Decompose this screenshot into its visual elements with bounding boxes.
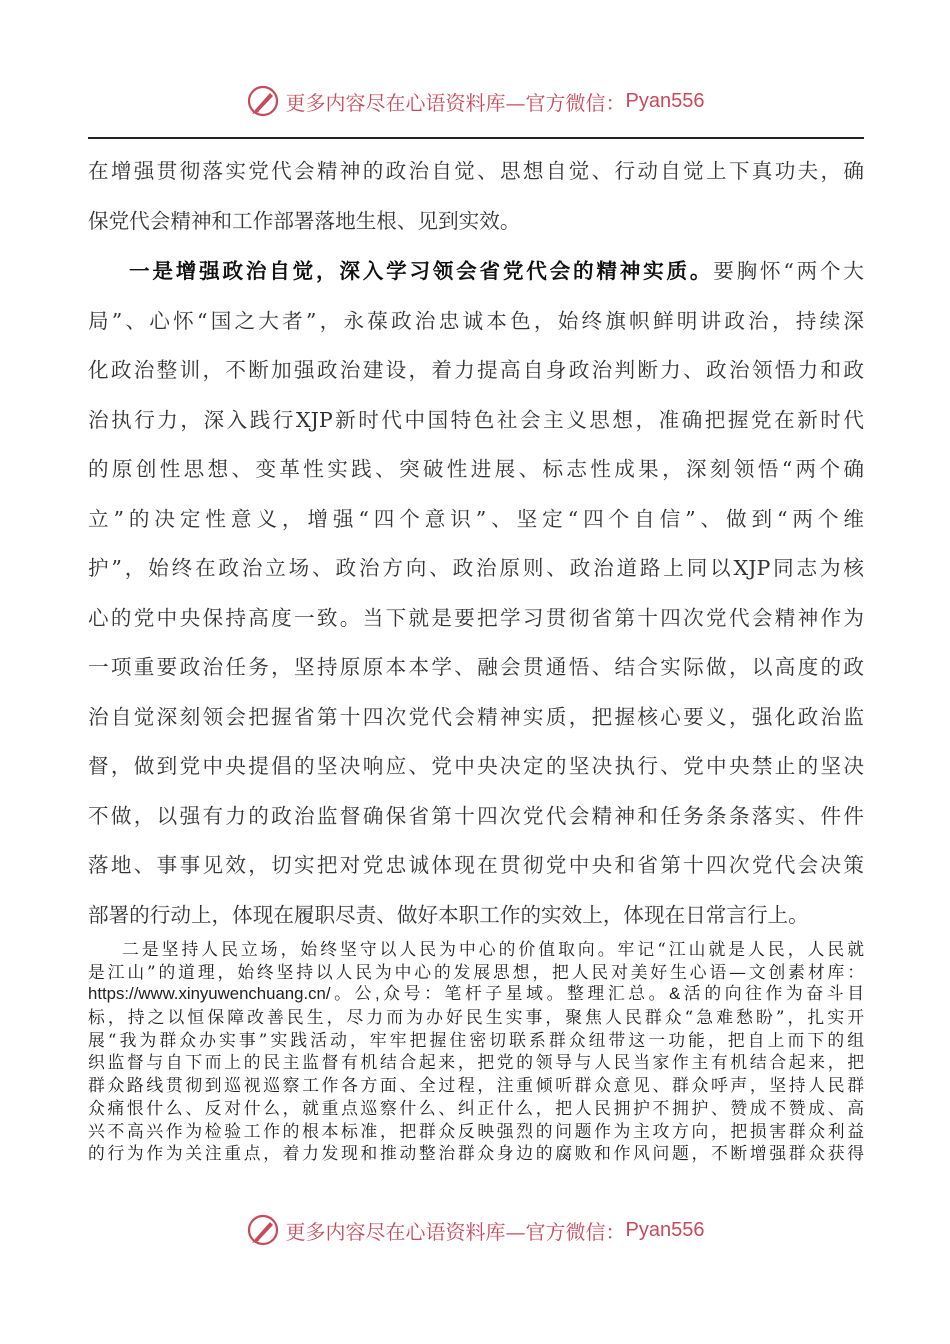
paragraph-line: 展“我为群众办实事”实践活动，牢牢把握住密切联系群众纽带这一功能，把自上而下的组 [88,1029,864,1050]
paragraph-line-rest: 要胸怀“两个大 [713,259,864,283]
paragraph-line: 护”，始终在政治立场、政治方向、政治原则、政治道路上同以XJP同志为核 [88,556,864,580]
paragraph-line: 局”、心怀“国之大者”，永葆政治忠诚本色，始终旗帜鲜明讲政治，持续深 [88,308,864,333]
footer-wechat-id: Pyan556 [625,1218,705,1241]
paragraph-line: 保党代会精神和工作部署落地生根、见到实效。 [88,208,521,233]
paragraph-line: 治执行力，深入践行XJP新时代中国特色社会主义思想，准确把握党在新时代 [88,407,864,432]
footer-banner [0,1205,950,1255]
paragraph-line: 的行为作为关注重点，着力发现和推动整治群众身边的腐败和作风问题，不断增强群众获得 [88,1143,864,1164]
paragraph-line: 治自觉深刻领会把握省第十四次党代会精神实质，把握核心要义，强化政治监 [88,704,864,729]
paragraph-line: 化政治整训，不断加强政治建设，着力提高自身政治判断力、政治领悟力和政 [88,358,864,382]
paragraph-line: 立”的决定性意义，增强“四个意识”、坚定“四个自信”、做到“两个维 [88,506,864,531]
paragraph-line-with-url: https://www.xinyuwenchuang.cn/。公,众号：笔杆子星域。整理汇总。&活的向往作为奋斗目 [88,984,864,1004]
paragraph-line [88,247,864,297]
pen-logo-icon [246,84,280,118]
paragraph-1 [88,147,864,246]
header-divider [88,137,864,139]
header-banner [0,76,950,126]
footer-banner-text: 更多内容尽在心语资料库—官方微信： [285,1219,626,1244]
paragraph-line: 在增强贯彻落实党代会精神的政治自觉、思想自觉、行动自觉上下真功夫，确 [88,159,864,183]
paragraph-line: 二是坚持人民立场，始终坚守以人民为中心的价值取向。牢记“江山就是人民，人民就 [122,939,864,959]
paragraph-line: 兴不高兴作为检验工作的根本标准，把群众反映强烈的问题作为主攻方向，把损害群众利益 [88,1120,864,1141]
paragraph-line: 心的党中央保持高度一致。当下就是要把学习贯彻省第十四次党代会精神作为 [88,605,864,630]
paragraph-line: 落地、事事见效，切实把对党忠诚体现在贯彻党中央和省第十四次党代会决策 [88,853,864,877]
header-banner-text: 更多内容尽在心语资料库—官方微信： [285,90,626,115]
paragraph-line: 不做，以强有力的政治监督确保省第十四次党代会精神和任务条条落实、件件 [88,803,864,828]
header-wechat-id: Pyan556 [625,89,705,112]
pen-logo-icon [246,1213,280,1247]
paragraph-line: 群众路线贯彻到巡视巡察工作各方面、全过程，注重倾听群众意见、群众呼声，坚持人民群 [88,1075,864,1096]
paragraph-2 [88,247,864,940]
paragraph-line: 标，持之以恒保障改善民生，尽力而为办好民生实事，聚焦人民群众“急难愁盼”，扎实开 [88,1007,864,1028]
paragraph-line: 众痛恨什么、反对什么，就重点巡察什么、纠正什么，把人民拥护不拥护、赞成不赞成、高 [88,1097,864,1118]
paragraph-line: 的原创性思想、变革性实践、突破性进展、标志性成果，深刻领悟“两个确 [88,457,864,481]
paragraph-lead-heading: 一是增强政治自觉，深入学习领会省党代会的精神实质。 [129,259,714,283]
paragraph-line: 织监督与自下而上的民主监督有机结合起来，把党的领导与人民当家作主有机结合起来，把 [88,1052,864,1073]
paragraph-line: 部署的行动上，体现在履职尽责、做好本职工作的实效上，体现在日常言行上。 [88,902,809,927]
paragraph-line: 是江山”的道理，始终坚持以人民为中心的发展思想，把人民对美好生心语—文创素材库： [88,961,864,982]
paragraph-3 [88,938,864,1165]
paragraph-line: 一项重要政治任务，坚持原原本本学、融会贯通悟、结合实际做，以高度的政 [88,655,864,679]
paragraph-line: 督，做到党中央提倡的坚决响应、党中央决定的坚决执行、党中央禁止的坚决 [88,754,864,778]
